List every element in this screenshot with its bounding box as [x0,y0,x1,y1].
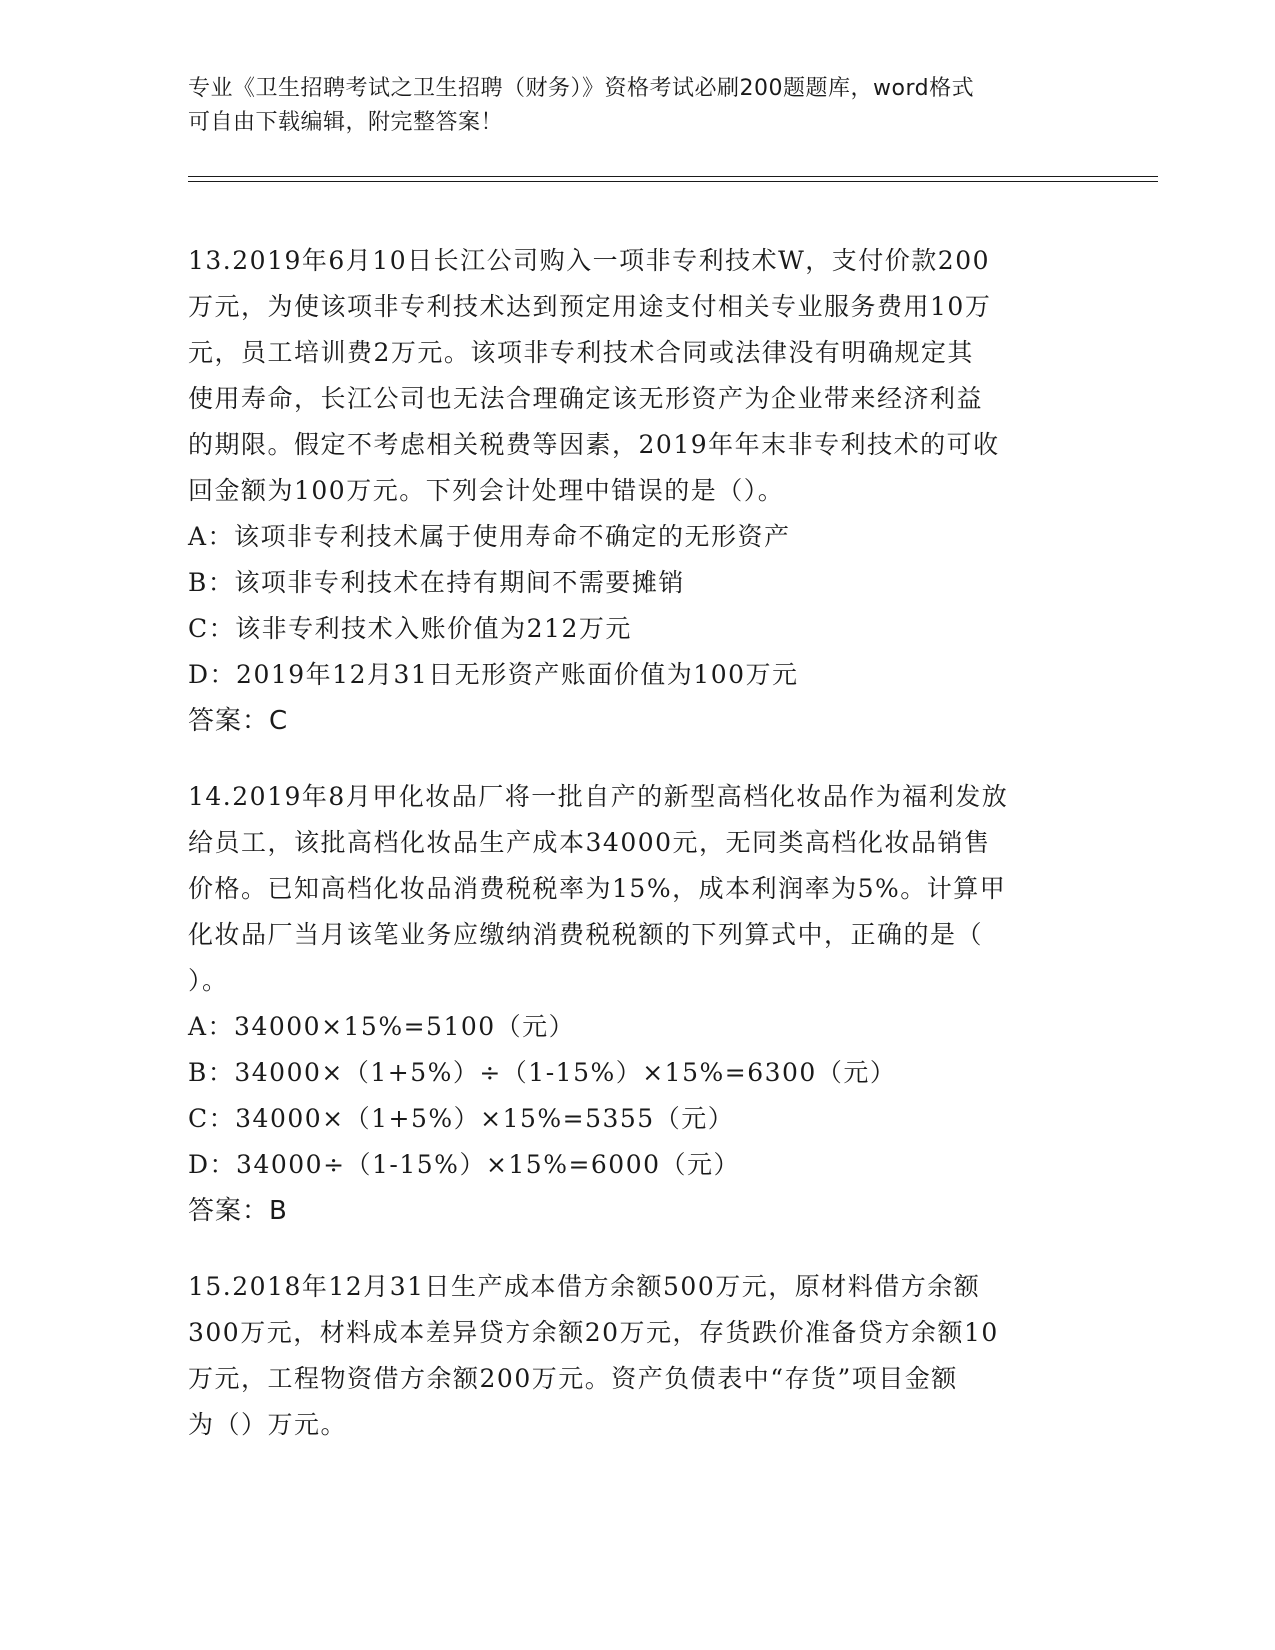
header-title-line-2: 可自由下载编辑，附完整答案！ [188,110,504,135]
question-15 [188,1264,1088,1448]
question-stem-line: 300万元，材料成本差异贷方余额20万元，存货跌价准备贷方余额10 [188,1318,999,1347]
option-b: B：34000×（1+5%）÷（1-15%）×15%=6300（元） [188,1058,897,1087]
option-b: B：该项非专利技术在持有期间不需要摊销 [188,568,685,597]
header-divider-bottom [188,181,1158,182]
question-list [188,238,1088,1478]
option-d: D：2019年12月31日无形资产账面价值为100万元 [188,660,799,689]
question-stem-line: 15.2018年12月31日生产成本借方余额500万元，原材料借方余额 [188,1272,981,1301]
question-stem-line: 万元，工程物资借方余额200万元。资产负债表中“存货”项目金额 [188,1364,958,1393]
question-stem-line: 给员工，该批高档化妆品生产成本34000元，无同类高档化妆品销售 [188,828,991,857]
question-stem-line: 元，员工培训费2万元。该项非专利技术合同或法律没有明确规定其 [188,338,974,367]
option-a: A：该项非专利技术属于使用寿命不确定的无形资产 [188,522,791,551]
question-stem-line: 13.2019年6月10日长江公司购入一项非专利技术W，支付价款200 [188,246,991,275]
header-title-line-1: 专业《卫生招聘考试之卫生招聘（财务）》资格考试必刷200题题库，word格式 [188,76,975,101]
question-stem-line: 14.2019年8月甲化妆品厂将一批自产的新型高档化妆品作为福利发放 [188,782,1009,811]
question-stem-line: 价格。已知高档化妆品消费税税率为15%，成本利润率为5%。计算甲 [188,874,1007,903]
option-d: D：34000÷（1-15%）×15%=6000（元） [188,1150,741,1179]
question-13 [188,238,1088,744]
option-a: A：34000×15%=5100（元） [188,1012,576,1041]
question-stem-line: 使用寿命，长江公司也无法合理确定该无形资产为企业带来经济利益 [188,384,984,413]
question-stem-line: 为（）万元。 [188,1410,348,1439]
question-stem-line: 化妆品厂当月该笔业务应缴纳消费税税额的下列算式中，正确的是（ [188,920,984,949]
answer-label: 答案：B [188,1196,288,1226]
option-c: C：该非专利技术入账价值为212万元 [188,614,632,643]
document-header [188,72,1088,140]
header-divider-top [188,176,1158,177]
question-stem-line: 万元，为使该项非专利技术达到预定用途支付相关专业服务费用10万 [188,292,992,321]
question-stem-line: 的期限。假定不考虑相关税费等因素，2019年年末非专利技术的可收 [188,430,1000,459]
question-14 [188,774,1088,1234]
question-stem-line: ）。 [188,966,229,995]
question-stem-line: 回金额为100万元。下列会计处理中错误的是（）。 [188,476,785,505]
option-c: C：34000×（1+5%）×15%=5355（元） [188,1104,735,1133]
answer-label: 答案：C [188,706,289,736]
